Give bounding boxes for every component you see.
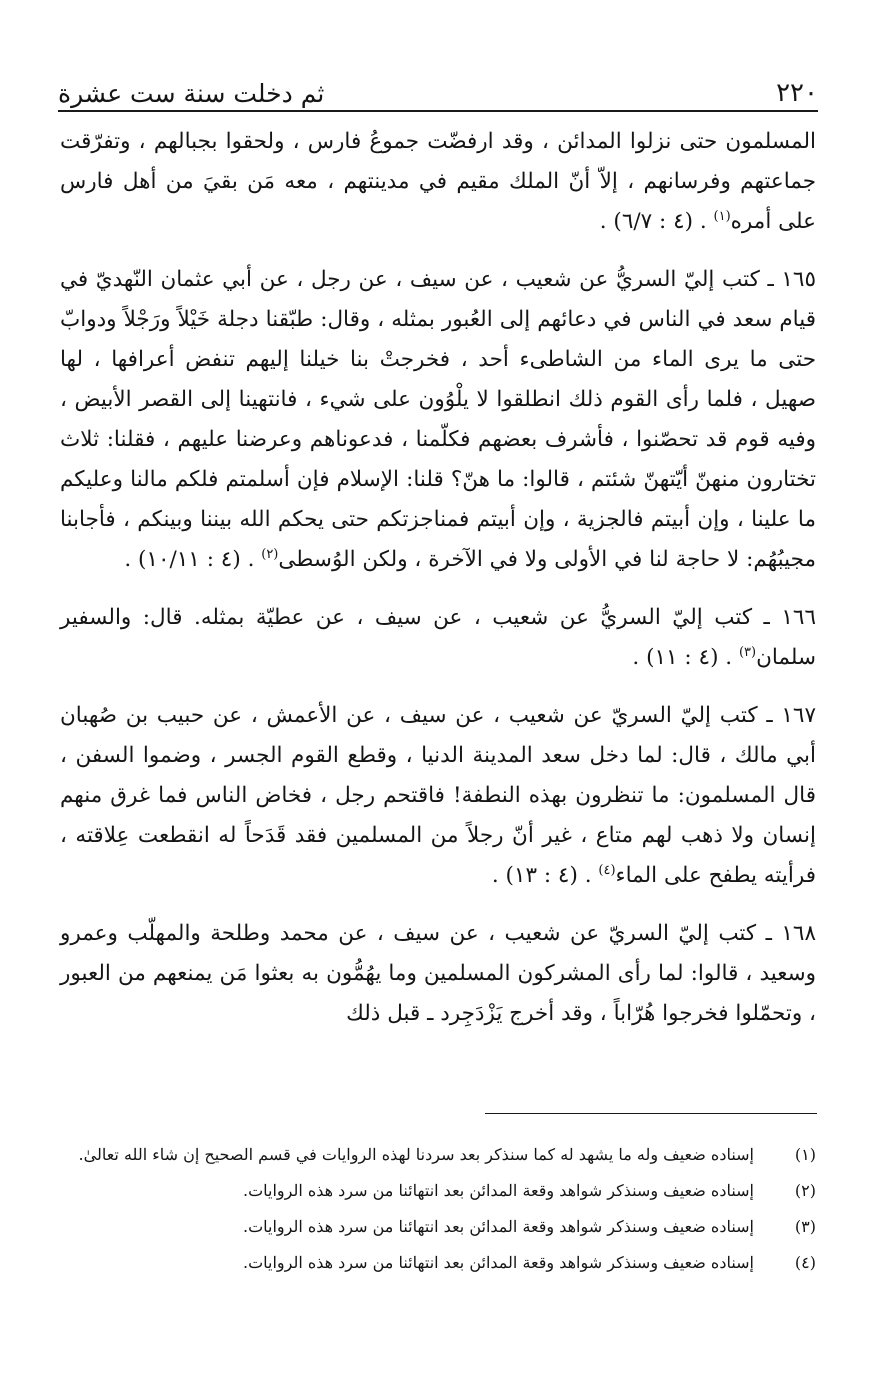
citation: . (٤ : ٦/٧) . <box>599 209 714 234</box>
footnote <box>60 1176 816 1206</box>
footnotes <box>60 1140 816 1284</box>
footnote-mark: (١) <box>794 1145 816 1164</box>
footnote-mark: (٢) <box>794 1181 816 1200</box>
footnote-text: إسناده ضعيف وسنذكر شواهد وقعة المدائن بعد انتهائنا من سرد هذه الروايات. <box>242 1217 754 1236</box>
paragraph <box>60 914 816 1034</box>
paragraph-text: ١٦٨ ـ كتب إليّ السريّ عن شعيب ، عن سيف ، عن محمد وطلحة والمهلّب وعمرو وسعيد ، قالوا: لما رأى المشركون المسلمين وما يهُمُّون به بعثوا مَن يمنعهم من العبور ، وتحمّلوا فخرجوا هُرّاباً ، وقد أخرج يَزْدَجِرد ـ قبل ذلك <box>60 921 816 1026</box>
paragraph-text: المسلمون حتى نزلوا المدائن ، وقد ارفضّت جموعُ فارس ، ولحقوا بجبالهم ، وتفرّقت جماعتهم وفرسانهم ، إلاّ أنّ الملك مقيم في مدينتهم ، معه مَن بقيَ من أهل فارس على أمره <box>60 129 816 234</box>
paragraph-text: ١٦٦ ـ كتب إليّ السريُّ عن شعيب ، عن سيف ، عن عطيّة بمثله. قال: والسفير سلمان <box>60 605 816 670</box>
footnote <box>60 1140 816 1170</box>
citation: . (٤ : ١٣) . <box>491 863 599 888</box>
main-text <box>60 122 816 1052</box>
paragraph <box>60 598 816 678</box>
footnote-ref: (١) <box>713 208 731 224</box>
page-number: ٢٢٠ <box>776 78 818 108</box>
footnote-ref: (٤) <box>598 862 616 878</box>
paragraph-text: ١٦٥ ـ كتب إليّ السريُّ عن شعيب ، عن سيف ، عن رجل ، عن أبي عثمان النّهديّ في قيام سعد في الناس في دعائهم إلى العُبور بمثله ، وقال: طبّقنا دجلة خَيْلاً ورَجْلاً ودوابّ حتى ما يرى الماء من الشاطىء أحد ، فخرجتْ بنا خيلنا إليهم تنفض أعرافها ، لها صهيل ، فلما رأى القوم ذلك انطلقوا لا يلْوُون على شيء ، فانتهينا إلى القصر الأبيض ، وفيه قوم قد تحصّنوا ، فأشرف بعضهم فكلّمنا ، فدعوناهم وعرضنا عليهم ، فقلنا: ثلاث تختارون منهنّ أيّتهنّ شئتم ، قالوا: ما هنّ؟ قلنا: الإسلام فإن أسلمتم فلكم مالنا وعليكم ما علينا ، وإن أبيتم فالجزية ، وإن أبيتم فمناجزتكم حتى يحكم الله بيننا وبينكم ، فأجابنا مجيبُهُم: لا حاجة لنا في الأولى ولا في الآخرة ، ولكن الوُسطى <box>60 267 816 572</box>
paragraph <box>60 260 816 580</box>
footnote-mark: (٣) <box>794 1217 816 1236</box>
footnote-text: إسناده ضعيف وسنذكر شواهد وقعة المدائن بعد انتهائنا من سرد هذه الروايات. <box>242 1253 754 1272</box>
footnote-ref: (٢) <box>261 546 279 562</box>
footnote-text: إسناده ضعيف وسنذكر شواهد وقعة المدائن بعد انتهائنا من سرد هذه الروايات. <box>242 1181 754 1200</box>
header-rule <box>58 110 818 112</box>
footnote-mark: (٤) <box>794 1253 816 1272</box>
footnote-separator <box>485 1113 817 1114</box>
paragraph <box>60 122 816 242</box>
paragraph-text: ١٦٧ ـ كتب إليّ السريّ عن شعيب ، عن سيف ، عن الأعمش ، عن حبيب بن صُهبان أبي مالك ، قال: لما دخل سعد المدينة الدنيا ، وقطع القوم الجسر ، وضموا السفن ، قال المسلمون: ما تنظرون بهذه النطفة! فاقتحم رجل ، فخاض الناس فما غرق منهم إنسان ولا ذهب لهم متاع ، غير أنّ رجلاً من المسلمين فقد قَدَحاً له انقطعت عِلاقته ، فرأيته يطفح على الماء <box>60 703 816 888</box>
footnote-ref: (٣) <box>738 644 757 660</box>
footnote <box>60 1212 816 1242</box>
paragraph <box>60 696 816 896</box>
page-header <box>58 62 818 106</box>
citation: . (٤ : ١٠/١١) . <box>124 547 262 572</box>
citation: . (٤ : ١١) . <box>632 645 739 670</box>
running-title: ثم دخلت سنة ست عشرة <box>58 79 325 108</box>
footnote <box>60 1248 816 1278</box>
footnote-text: إسناده ضعيف وله ما يشهد له كما سنذكر بعد سردنا لهذه الروايات في قسم الصحيح إن شاء الله تعالىٰ. <box>78 1145 754 1164</box>
